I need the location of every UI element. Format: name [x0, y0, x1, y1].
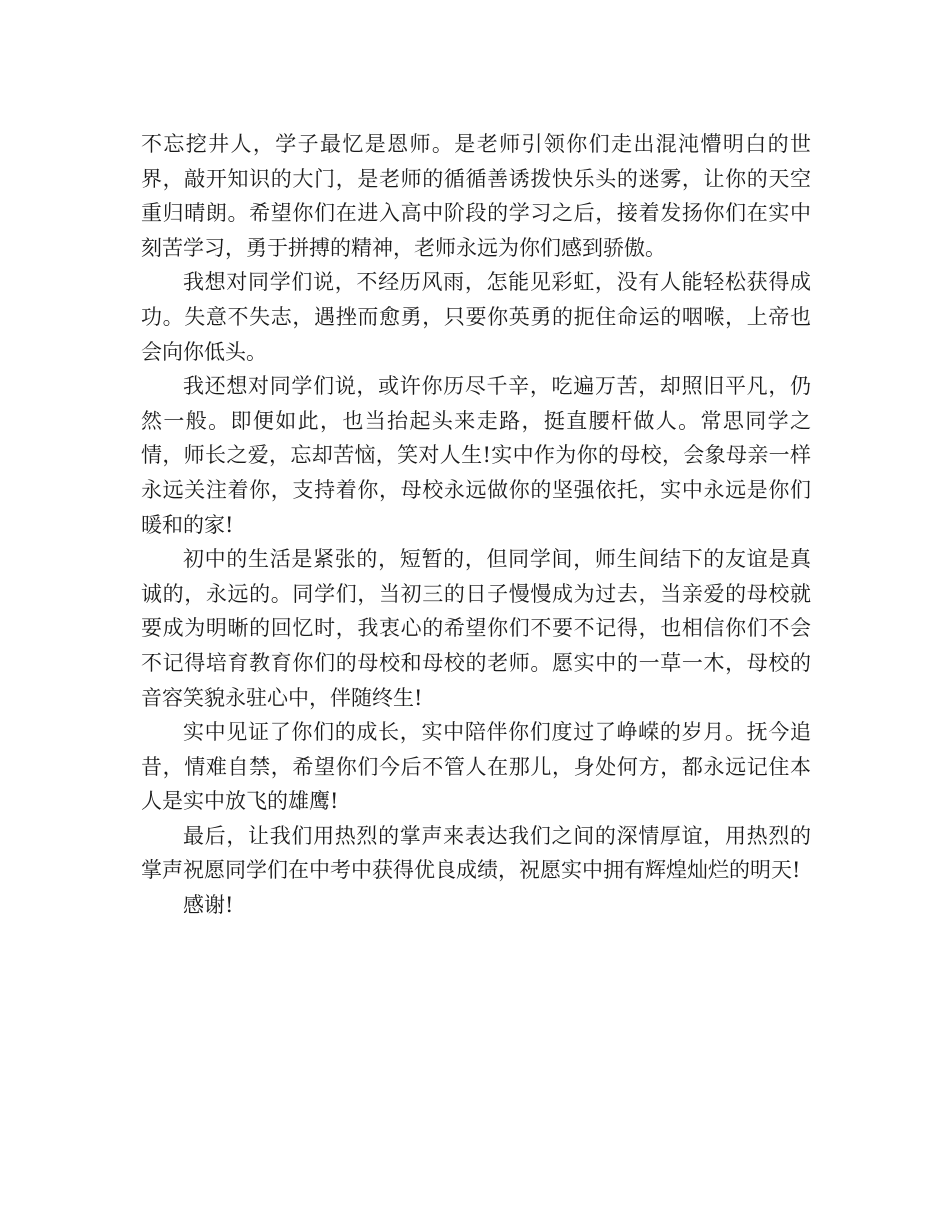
- paragraph-6: 最后，让我们用热烈的掌声来表达我们之间的深情厚谊，用热烈的掌声祝愿同学们在中考中获得优良成绩，祝愿实中拥有辉煌灿烂的明天!: [141, 823, 811, 883]
- paragraph-3: 我还想对同学们说，或许你历尽千辛，吃遍万苦，却照旧平凡，仍然一般。即便如此，也当抬起头来走路，挺直腰杆做人。常思同学之情，师长之爱，忘却苦恼，笑对人生!实中作为你的母校，会象母亲一样永远关注着你，支持着你，母校永远做你的坚强依托，实中永远是你们暖和的家!: [141, 374, 811, 537]
- paragraph-7-closing: 感谢!: [183, 893, 234, 918]
- paragraph-2: 我想对同学们说，不经历风雨，怎能见彩虹，没有人能轻松获得成功。失意不失志，遇挫而愈勇，只要你英勇的扼住命运的咽喉，上帝也会向你低头。: [141, 270, 811, 364]
- paragraph-4: 初中的生活是紧张的，短暂的，但同学间，师生间结下的友谊是真诚的，永远的。同学们，当初三的日子慢慢成为过去，当亲爱的母校就要成为明晰的回忆时，我衷心的希望你们不要不记得，也相信你们不会不记得培育教育你们的母校和母校的老师。愿实中的一草一木，母校的音容笑貌永驻心中，伴随终生!: [141, 547, 811, 710]
- document-body: [141, 127, 811, 923]
- paragraph-1: 不忘挖井人，学子最忆是恩师。是老师引领你们走出混沌懵明白的世界，敲开知识的大门，是老师的循循善诱拨快乐头的迷雾，让你的天空重归晴朗。希望你们在进入高中阶段的学习之后，接着发扬你们在实中刻苦学习，勇于拼搏的精神，老师永远为你们感到骄傲。: [141, 132, 811, 260]
- paragraph-5: 实中见证了你们的成长，实中陪伴你们度过了峥嵘的岁月。抚今追昔，情难自禁，希望你们今后不管人在那儿，身处何方，都永远记住本人是实中放飞的雄鹰!: [141, 720, 811, 814]
